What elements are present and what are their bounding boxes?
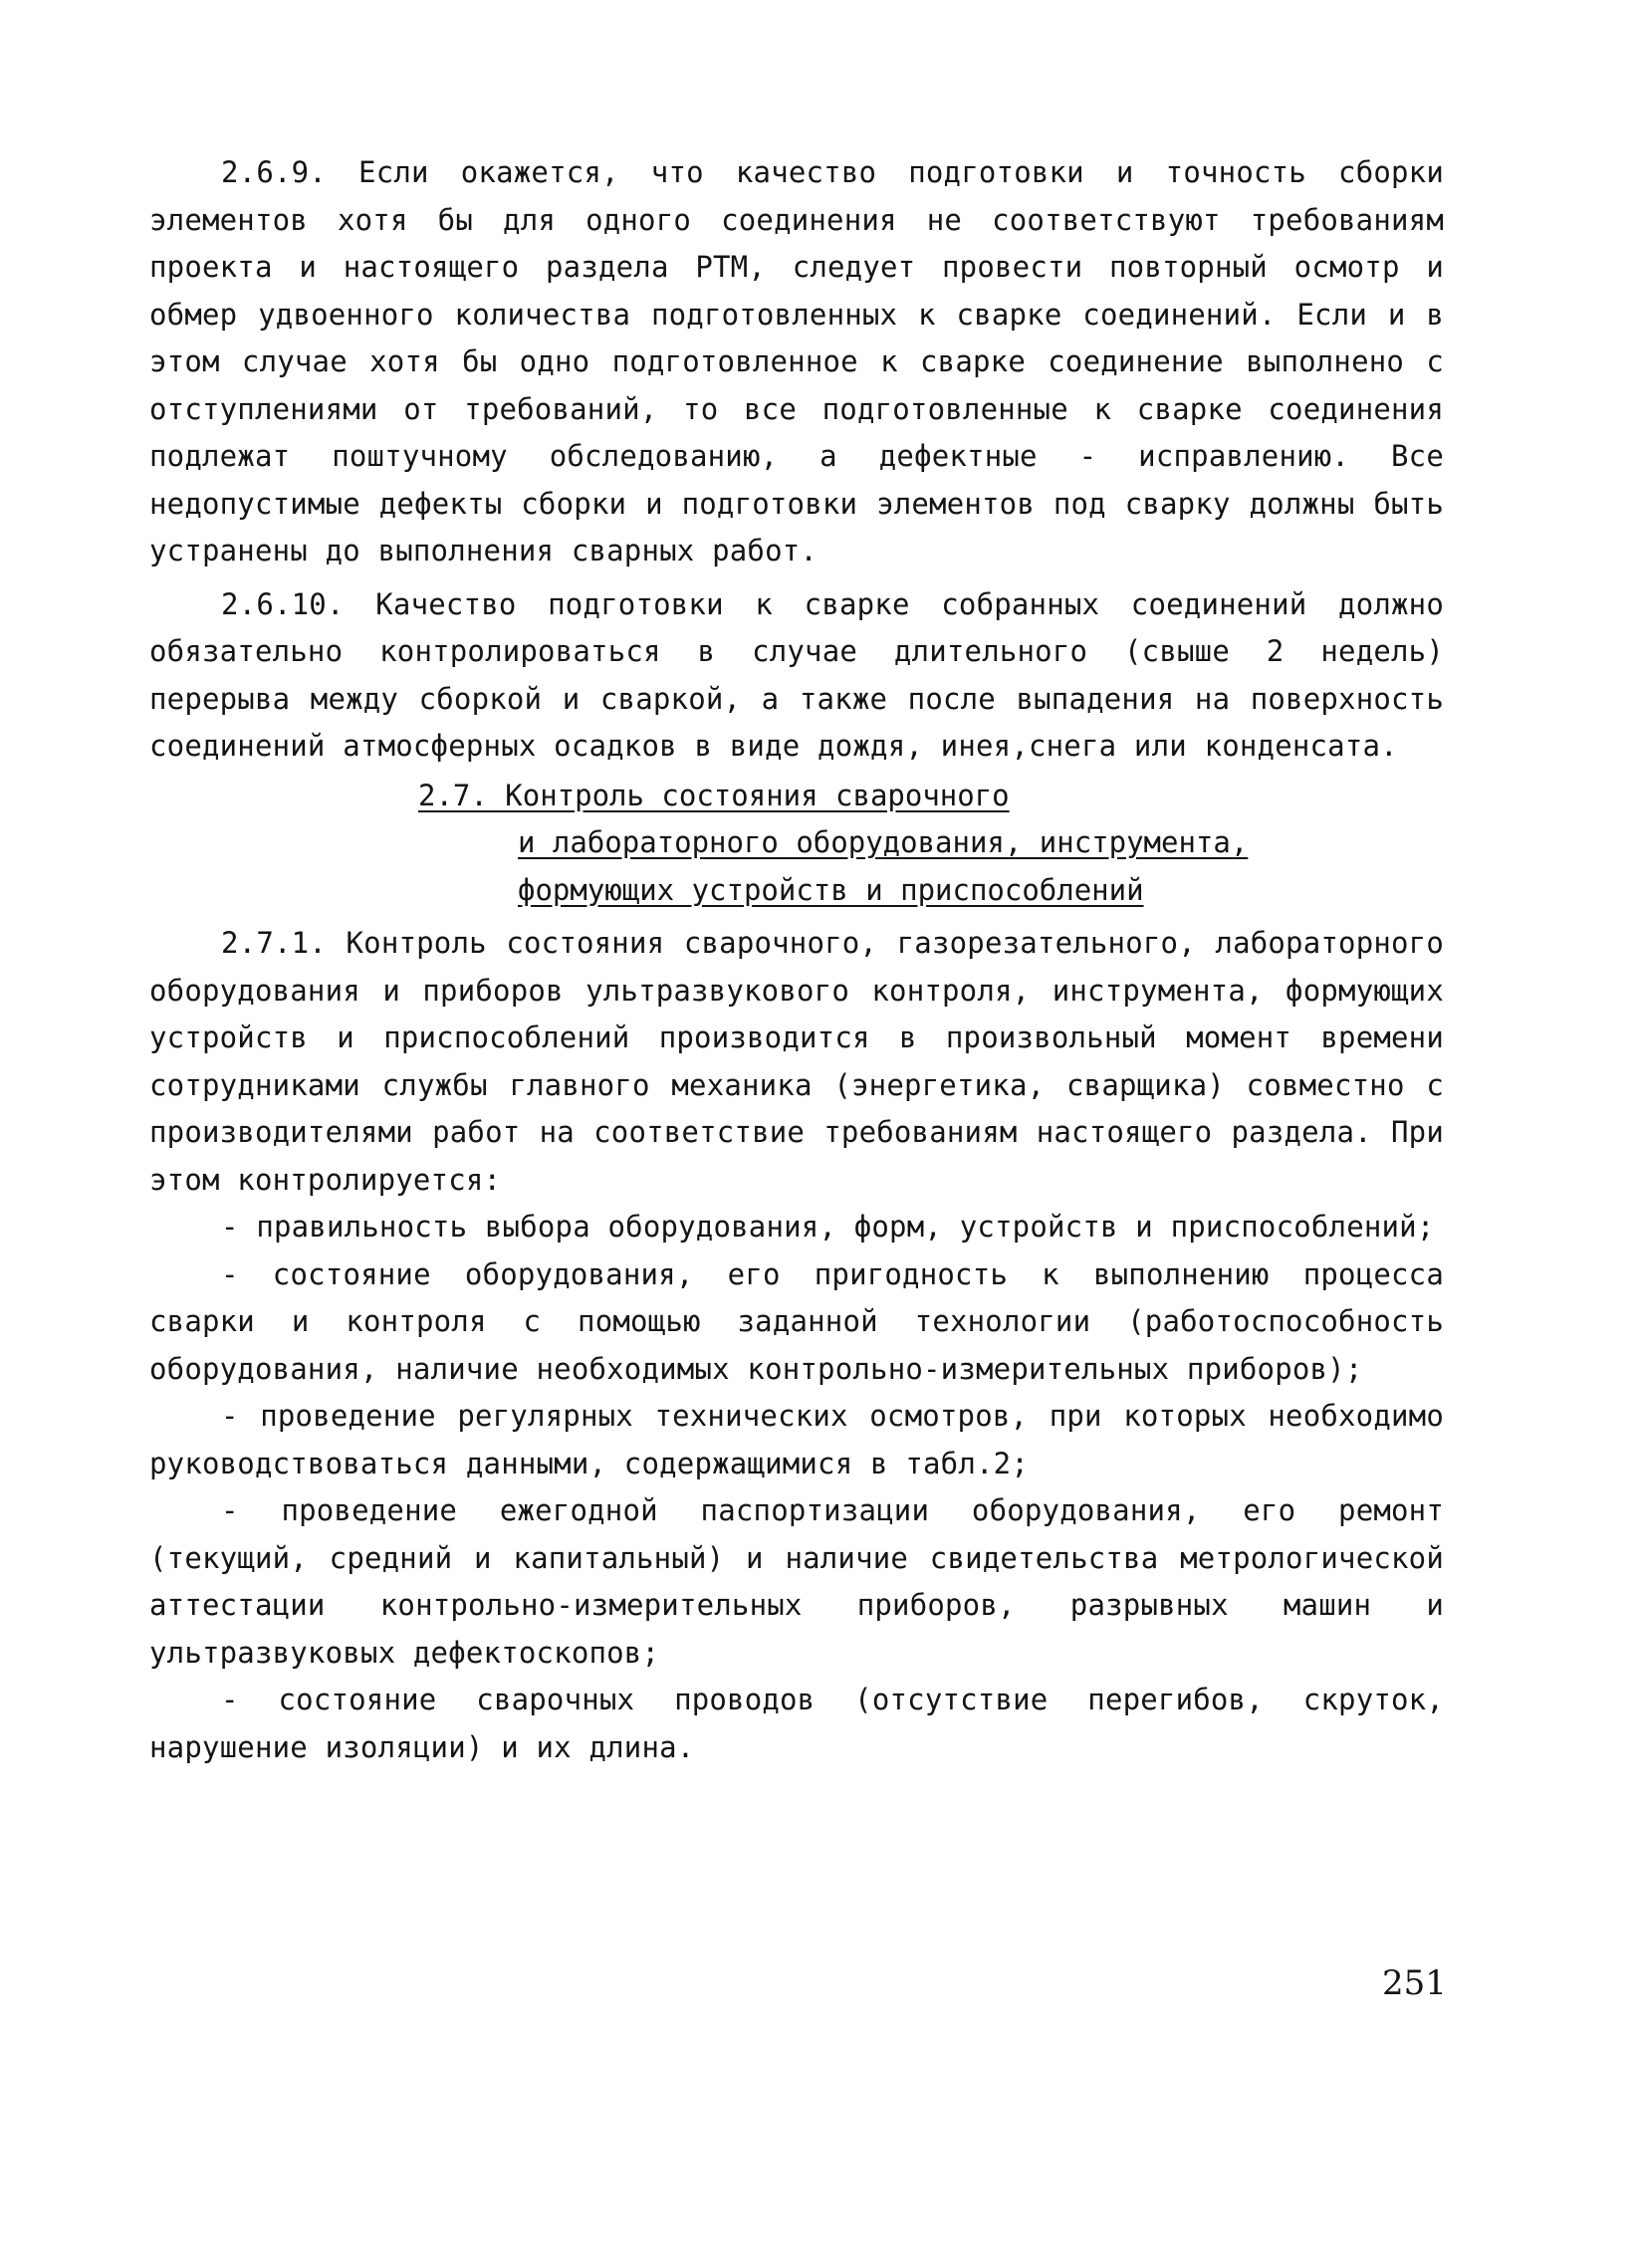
list-item: - состояние оборудования, его пригодность к выполнению процесса сварки и контроля с помощью заданной технологии (работоспособность оборудования, наличие необходимых контрольно-измерительных приборов); <box>149 1256 1444 1386</box>
section-heading-line-1: 2.7. Контроль состояния сварочного <box>418 778 1010 812</box>
list-item: - правильность выбора оборудования, форм, устройств и приспособлений; <box>221 1210 1435 1244</box>
list-item: - состояние сварочных проводов (отсутствие перегибов, скруток, нарушение изоляции) и их длина. <box>149 1683 1444 1764</box>
page-number: 251 <box>1382 1963 1447 2003</box>
section-heading-line-3: формующих устройств и приспособлений <box>518 872 1144 907</box>
paragraph-2-6-9: 2.6.9. Если окажется, что качество подготовки и точность сборки элементов хотя бы для одного соединения не соответствуют требованиям проекта и настоящего раздела РТМ, следует провести повторный осмотр и обмер удвоенного количества подготовленных к сварке соединений. Если и в этом случае хотя бы одно подготовленное к сварке соединение выполнено с отступлениями от требований, то все подготовленные к сварке соединения подлежат поштучному обследованию, а дефектные - исправлению. Все недопустимые дефекты сборки и подготовки элементов под сварку должны быть устранены до выполнения сварных работ. <box>149 155 1444 567</box>
list-item: - проведение ежегодной паспортизации оборудования, его ремонт (текущий, средний и капитальный) и наличие свидетельства метрологической аттестации контрольно-измерительных приборов, разрывных машин и ультразвуковых дефектоскопов; <box>149 1493 1444 1670</box>
section-heading-2-7 <box>149 773 1444 915</box>
section-heading-line-2: и лабораторного оборудования, инструмента, <box>518 825 1249 859</box>
document-page <box>149 149 1447 2021</box>
paragraph-2-7-1: 2.7.1. Контроль состояния сварочного, газорезательного, лабораторного оборудования и приборов ультразвукового контроля, инструмента, формующих устройств и приспособлений производится в произвольный момент времени сотрудниками службы главного механика (энергетика, сварщика) совместно с производителями работ на соответствие требованиям настоящего раздела. При этом контролируется: <box>149 926 1444 1197</box>
paragraph-2-6-10: 2.6.10. Качество подготовки к сварке собранных соединений должно обязательно контролироваться в случае длительного (свыше 2 недель) перерыва между сборкой и сваркой, а также после выпадения на поверхность соединений атмосферных осадков в виде дождя, инея,снега или конденсата. <box>149 586 1444 763</box>
list-item: - проведение регулярных технических осмотров, при которых необходимо руководствоваться данными, содержащимися в табл.2; <box>149 1399 1444 1480</box>
